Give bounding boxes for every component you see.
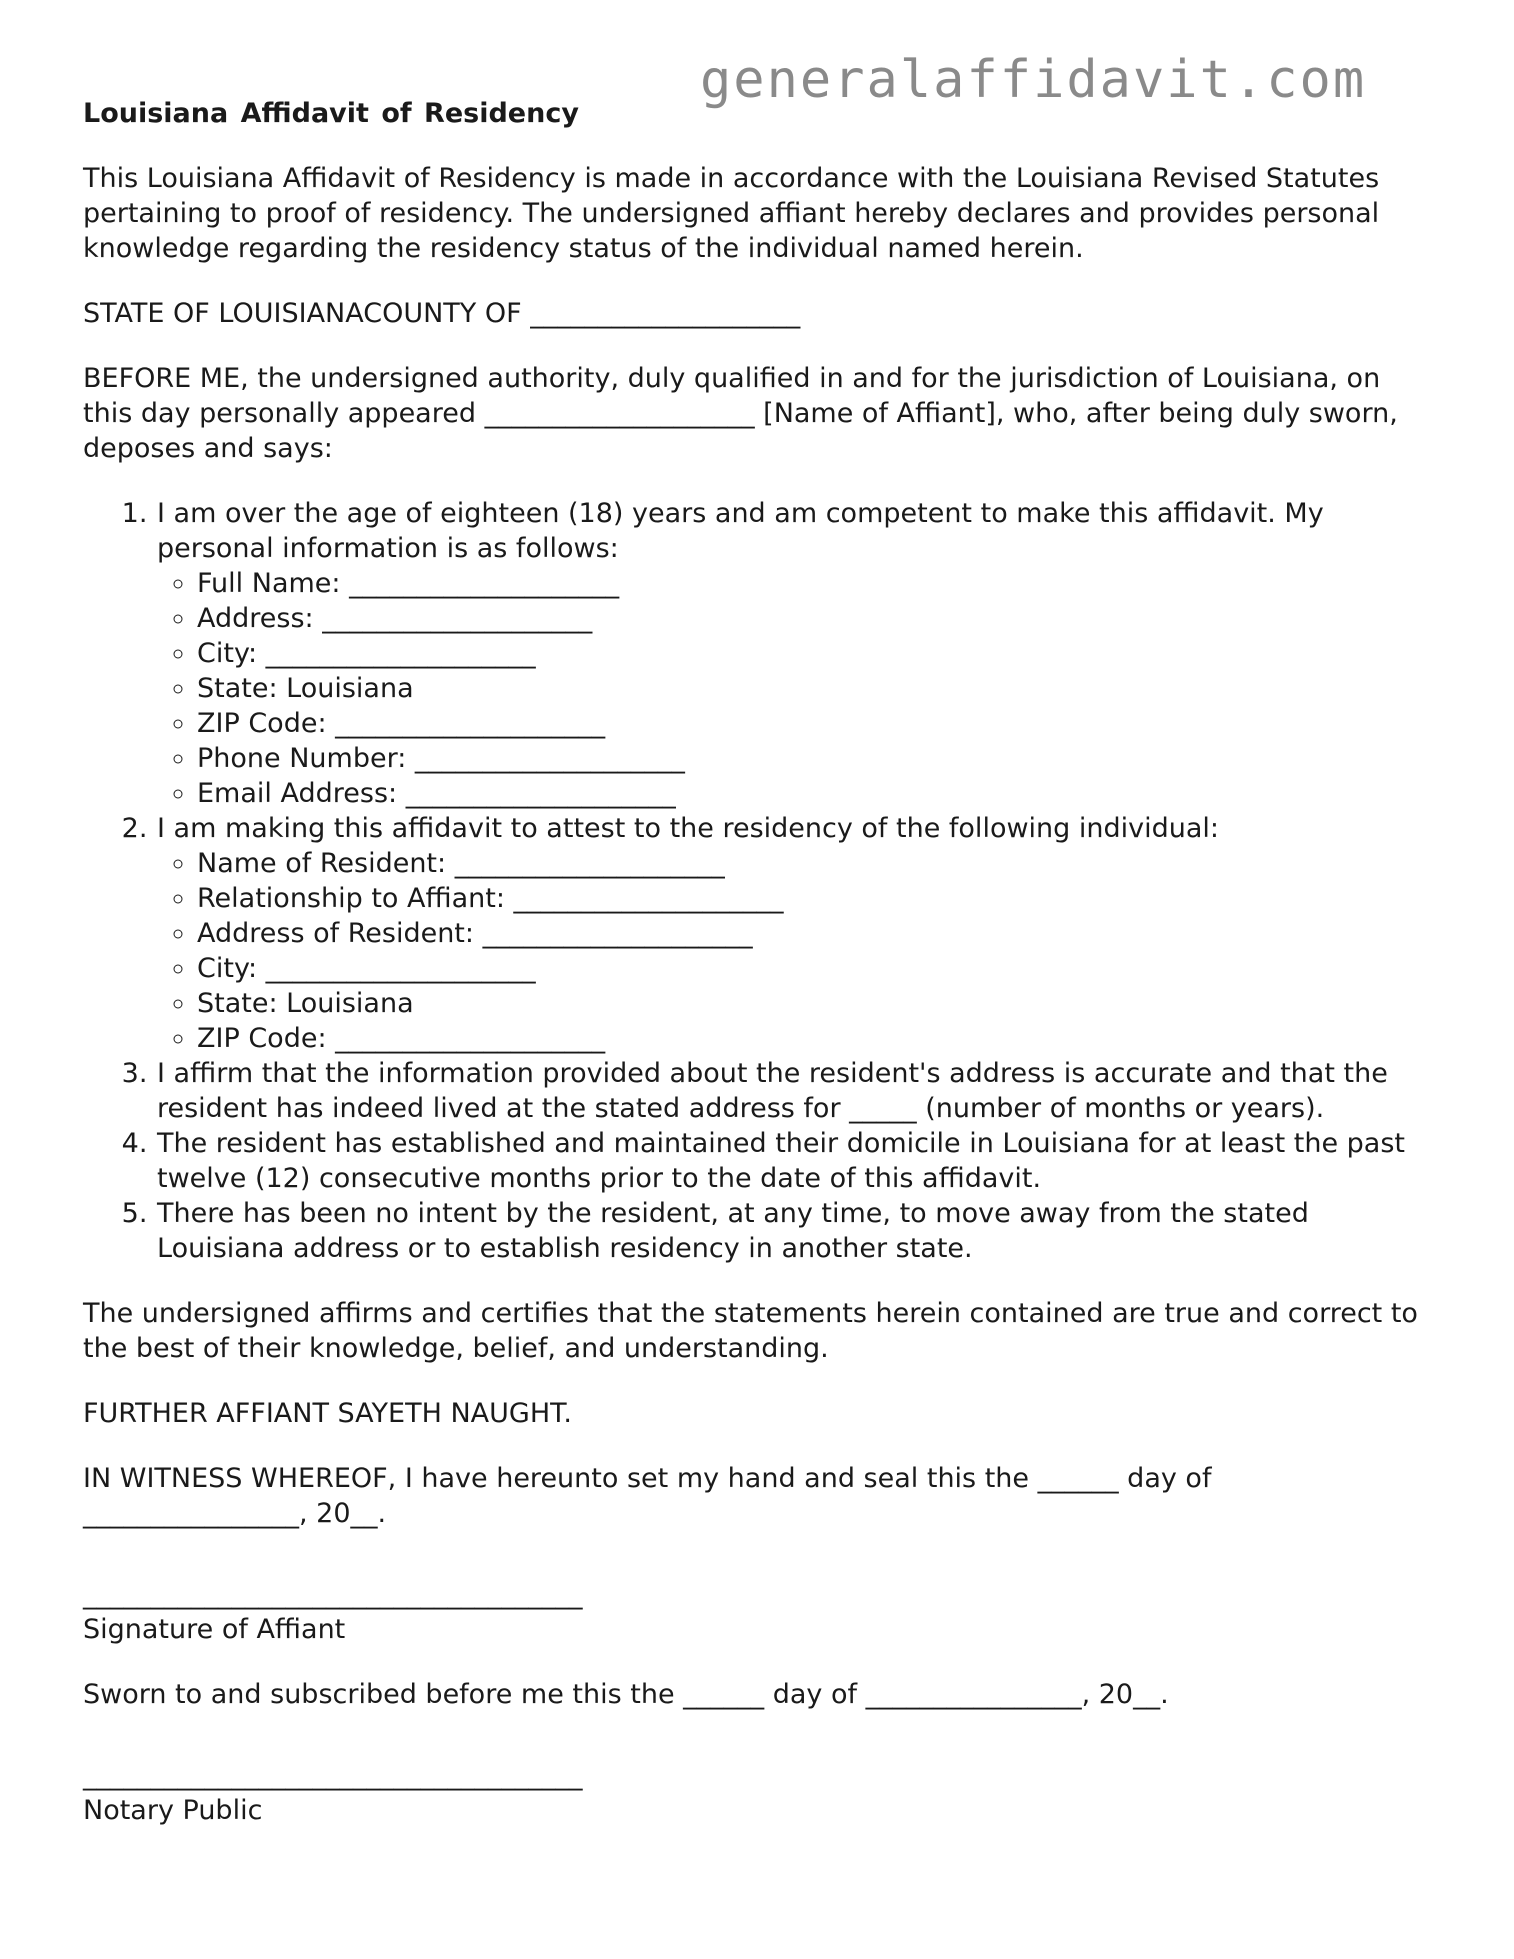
list-item: ◦ Address of Resident: ____________________ (197, 916, 1428, 951)
list-item: ◦ Email Address: ____________________ (197, 776, 1428, 811)
list-item: ◦ City: ____________________ (197, 636, 1428, 671)
statements-list (83, 496, 1428, 1266)
list-item: ◦ ZIP Code: ____________________ (197, 706, 1428, 741)
document-body (83, 96, 1428, 1858)
list-item: ◦ Full Name: ____________________ (197, 566, 1428, 601)
list-item: 3. I affirm that the information provided about the resident's address is accurate and that the resident has indeed lived at the stated address for _____ (number of months or years). (156, 1056, 1428, 1126)
list-item: ◦ Name of Resident: ____________________ (197, 846, 1428, 881)
intro-paragraph: This Louisiana Affidavit of Residency is made in accordance with the Louisiana Revised Statutes pertaining to proof of residency. The undersigned affiant hereby declares and provides personal knowledge regarding the residency status of the individual named herein. (83, 163, 1380, 264)
list-item: ◦ Relationship to Affiant: ____________________ (197, 881, 1428, 916)
list-item: ◦ City: ____________________ (197, 951, 1428, 986)
list-item (156, 811, 1428, 1056)
watermark: generalaffidavit.com (700, 50, 1367, 110)
before-me-paragraph: BEFORE ME, the undersigned authority, duly qualified in and for the jurisdiction of Louisiana, on this day personally appeared ____________________ [Name of Affiant], who, after being duly sworn, deposes and says: (83, 363, 1398, 464)
list-item: ◦ State: Louisiana (197, 671, 1428, 706)
list-item: ◦ ZIP Code: ____________________ (197, 1021, 1428, 1056)
affiant-signature-line: _____________________________________ (83, 1579, 583, 1610)
statement-1-text: I am over the age of eighteen (18) years and am competent to make this affidavit. My personal information is as follows: (157, 498, 1324, 564)
statement-2-text: I am making this affidavit to attest to the residency of the following individual: (157, 813, 1220, 844)
list-item (156, 496, 1428, 811)
list-item: 4. The resident has established and maintained their domicile in Louisiana for at least the past twelve (12) consecutive months prior to the date of this affidavit. (156, 1126, 1428, 1196)
affiant-info-list (157, 566, 1428, 811)
notary-label: Notary Public (83, 1795, 263, 1826)
affiant-signature-label: Signature of Affiant (83, 1614, 346, 1645)
venue-line: STATE OF LOUISIANACOUNTY OF ____________________ (83, 298, 801, 329)
list-item: ◦ State: Louisiana (197, 986, 1428, 1021)
sworn-paragraph: Sworn to and subscribed before me this the ______ day of ________________, 20__. (83, 1679, 1169, 1710)
list-item: ◦ Address: ____________________ (197, 601, 1428, 636)
further-affiant-line: FURTHER AFFIANT SAYETH NAUGHT. (83, 1398, 572, 1429)
list-item: ◦ Phone Number: ____________________ (197, 741, 1428, 776)
notary-signature-line: _____________________________________ (83, 1760, 583, 1791)
witness-paragraph: IN WITNESS WHEREOF, I have hereunto set my hand and seal this the ______ day of ________________, 20__. (83, 1463, 1212, 1529)
list-item: 5. There has been no intent by the resident, at any time, to move away from the stated Louisiana address or to establish residency in another state. (156, 1196, 1428, 1266)
certification-paragraph: The undersigned affirms and certifies that the statements herein contained are true and correct to the best of their knowledge, belief, and understanding. (83, 1298, 1418, 1364)
document-title: Louisiana Affidavit of Residency (83, 98, 579, 129)
resident-info-list (157, 846, 1428, 1056)
